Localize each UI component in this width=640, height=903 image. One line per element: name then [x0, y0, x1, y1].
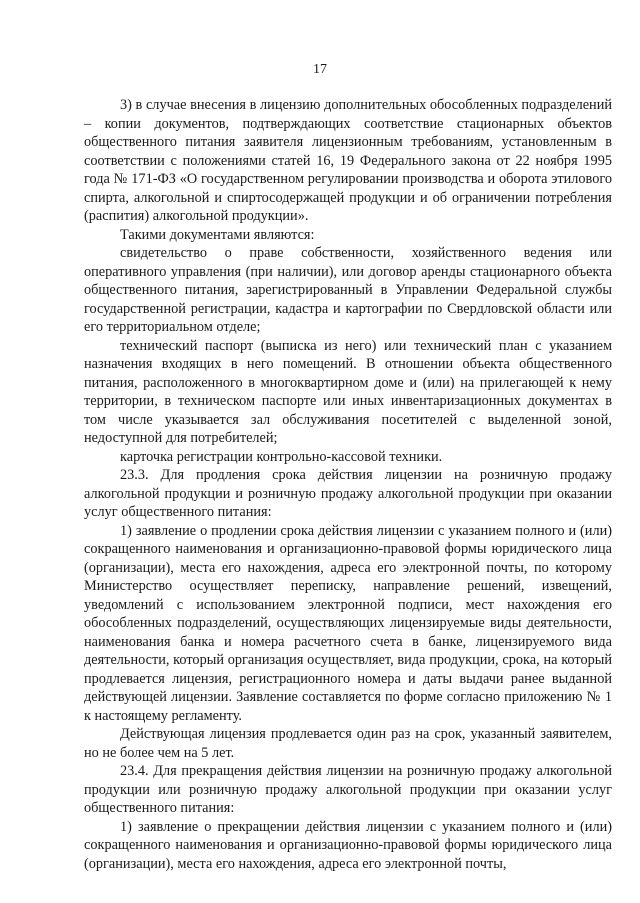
paragraph-extension-application: 1) заявление о продлении срока действия лицензии с указанием полного и (или) сокращенного наименования и организационно-правовой формы юридического лица (организации), места его нахождения, адреса его электронной почты, по которому Министерство осуществляет переписку, направление решений, извещений, уведомлений с использованием электронной подписи, мест нахождения его обособленных подразделений, осуществляющих лицензируемые виды деятельности, наименования банка и номера расчетного счета в банке, лицензируемого вида деятельности, который организация осуществляет, вида продукции, срока, на который продлевается лицензия, регистрационного номера и даты выдачи ранее выданной действующей лицензии. Заявление составляется по форме согласно приложению № 1 к настоящему регламенту. — [84, 522, 612, 724]
paragraph-technical-passport: технический паспорт (выписка из него) или технический план с указанием назначения входящих в него помещений. В отношении объекта общественного питания, расположенного в многоквартирном доме и (или) на прилегающей к нему территории, в техническом паспорте или иных инвентаризационных документах в том числе указывается зал обслуживания посетителей с выделенной зоной, недоступной для потребителей; — [84, 337, 612, 446]
paragraph-cash-register-card: карточка регистрации контрольно-кассовой техники. — [120, 448, 443, 465]
paragraph-item-3-supplementary-units: 3) в случае внесения в лицензию дополнительных обособленных подразделений – копии документов, подтверждающих соответствие стационарных объектов общественного питания заявителя лицензионным требованиям, установленным в соответствии с положениями статей 16, 19 Федерального закона от 22 ноября 1995 года № 171-ФЗ «О государственном регулировании производства и оборота этилового спирта, алкогольной и спиртосодержащей продукции и об ограничении потребления (распития) алкогольной продукции». — [84, 97, 612, 224]
paragraph-section-23-3: 23.3. Для продления срока действия лицензии на розничную продажу алкогольной продукции и розничную продажу алкогольной продукции при оказании услуг общественного питания: — [84, 467, 612, 520]
paragraph-termination-application: 1) заявление о прекращении действия лицензии с указанием полного и (или) сокращенного наименования и организационно-правовой формы юридического лица (организации), места его нахождения, адреса его электронной почты, — [84, 818, 612, 872]
paragraph-ownership-certificate: свидетельство о праве собственности, хозяйственного ведения или оперативного управления (при наличии), или договор аренды стационарного объекта общественного питания, зарегистрированный в Управлении Федеральной службы государственной регистрации, кадастра и картографии по Свердловской области или его территориальном отделе; — [84, 245, 612, 335]
paragraph-section-23-4: 23.4. Для прекращения действия лицензии на розничную продажу алкогольной продукции или розничную продажу алкогольной продукции при оказании услуг общественного питания: — [84, 763, 612, 816]
paragraph-documents-intro: Такими документами являются: — [120, 226, 315, 243]
paragraph-extension-term: Действующая лицензия продлевается один раз на срок, указанный заявителем, но не более чем на 5 лет. — [84, 726, 612, 761]
page-number: 17 — [313, 62, 327, 77]
document-body — [84, 96, 612, 873]
